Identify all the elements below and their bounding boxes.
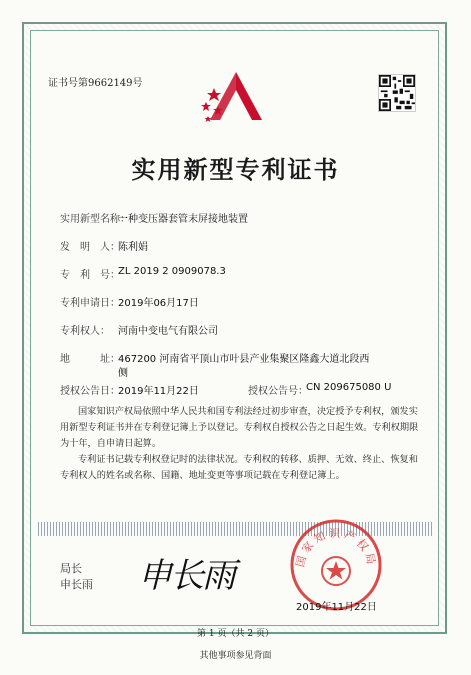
patent-number-value: ZL 2019 2 0909078.3 <box>118 266 226 277</box>
grant-date-value: 2019年11月22日 <box>118 386 199 397</box>
grant-number-value: CN 209675080 U <box>306 382 392 393</box>
certificate-title: 实用新型专利证书 <box>131 155 340 184</box>
qr-code-icon <box>378 74 416 112</box>
grant-number-label: 授权公告号： <box>248 386 308 397</box>
page-indicator: 第 1 页（共 2 页） <box>197 629 274 639</box>
address-value-line1: 467200 河南省平顶山市叶县产业集聚区隆鑫大道北段西 <box>118 354 370 365</box>
patentee-value: 河南中变电气有限公司 <box>118 326 218 337</box>
patent-number-label: 专 利 号： <box>60 270 120 281</box>
name-label: 实用新型名称： <box>60 214 130 225</box>
legal-status-paragraph: 专利证书记载专利权登记时的法律状况。专利权的转移、质押、无效、终止、恢复和专利权人的姓名或名称、国籍、地址变更等事项记载在专利登记簿上。 <box>60 454 418 481</box>
certificate-number: 证书号第9662149号 <box>48 78 143 89</box>
seal-text: 国家知识产权局 <box>293 527 379 569</box>
inventor-value: 陈利娟 <box>118 242 148 253</box>
patentee-label: 专利权人： <box>60 326 110 337</box>
cnipa-logo-icon <box>196 68 276 128</box>
inventor-label: 发 明 人： <box>60 242 120 253</box>
name-value: 一种变压器套管末屏接地装置 <box>118 214 248 225</box>
handwritten-signature: 申长雨 <box>138 556 234 596</box>
back-note: 其他事项参见背面 <box>199 651 272 661</box>
address-label: 地 址： <box>60 354 120 365</box>
grant-date-label: 授权公告日： <box>60 386 120 397</box>
seal-date: 2019年11月22日 <box>296 602 377 613</box>
signatory-title: 局长 <box>60 562 82 575</box>
application-date-label: 专利申请日： <box>60 298 120 309</box>
signatory-name: 申长雨 <box>60 578 93 591</box>
grant-statement-paragraph: 国家知识产权局依照中华人民共和国专利法经过初步审查，决定授予专利权，颁发实用新型专利证书并在专利登记簿上予以登记。专利权自授权公告之日起生效。专利权期限为十年，自申请日起算。 <box>60 406 419 449</box>
application-date-value: 2019年06月17日 <box>118 298 199 309</box>
address-value-line2: 侧 <box>118 368 128 379</box>
